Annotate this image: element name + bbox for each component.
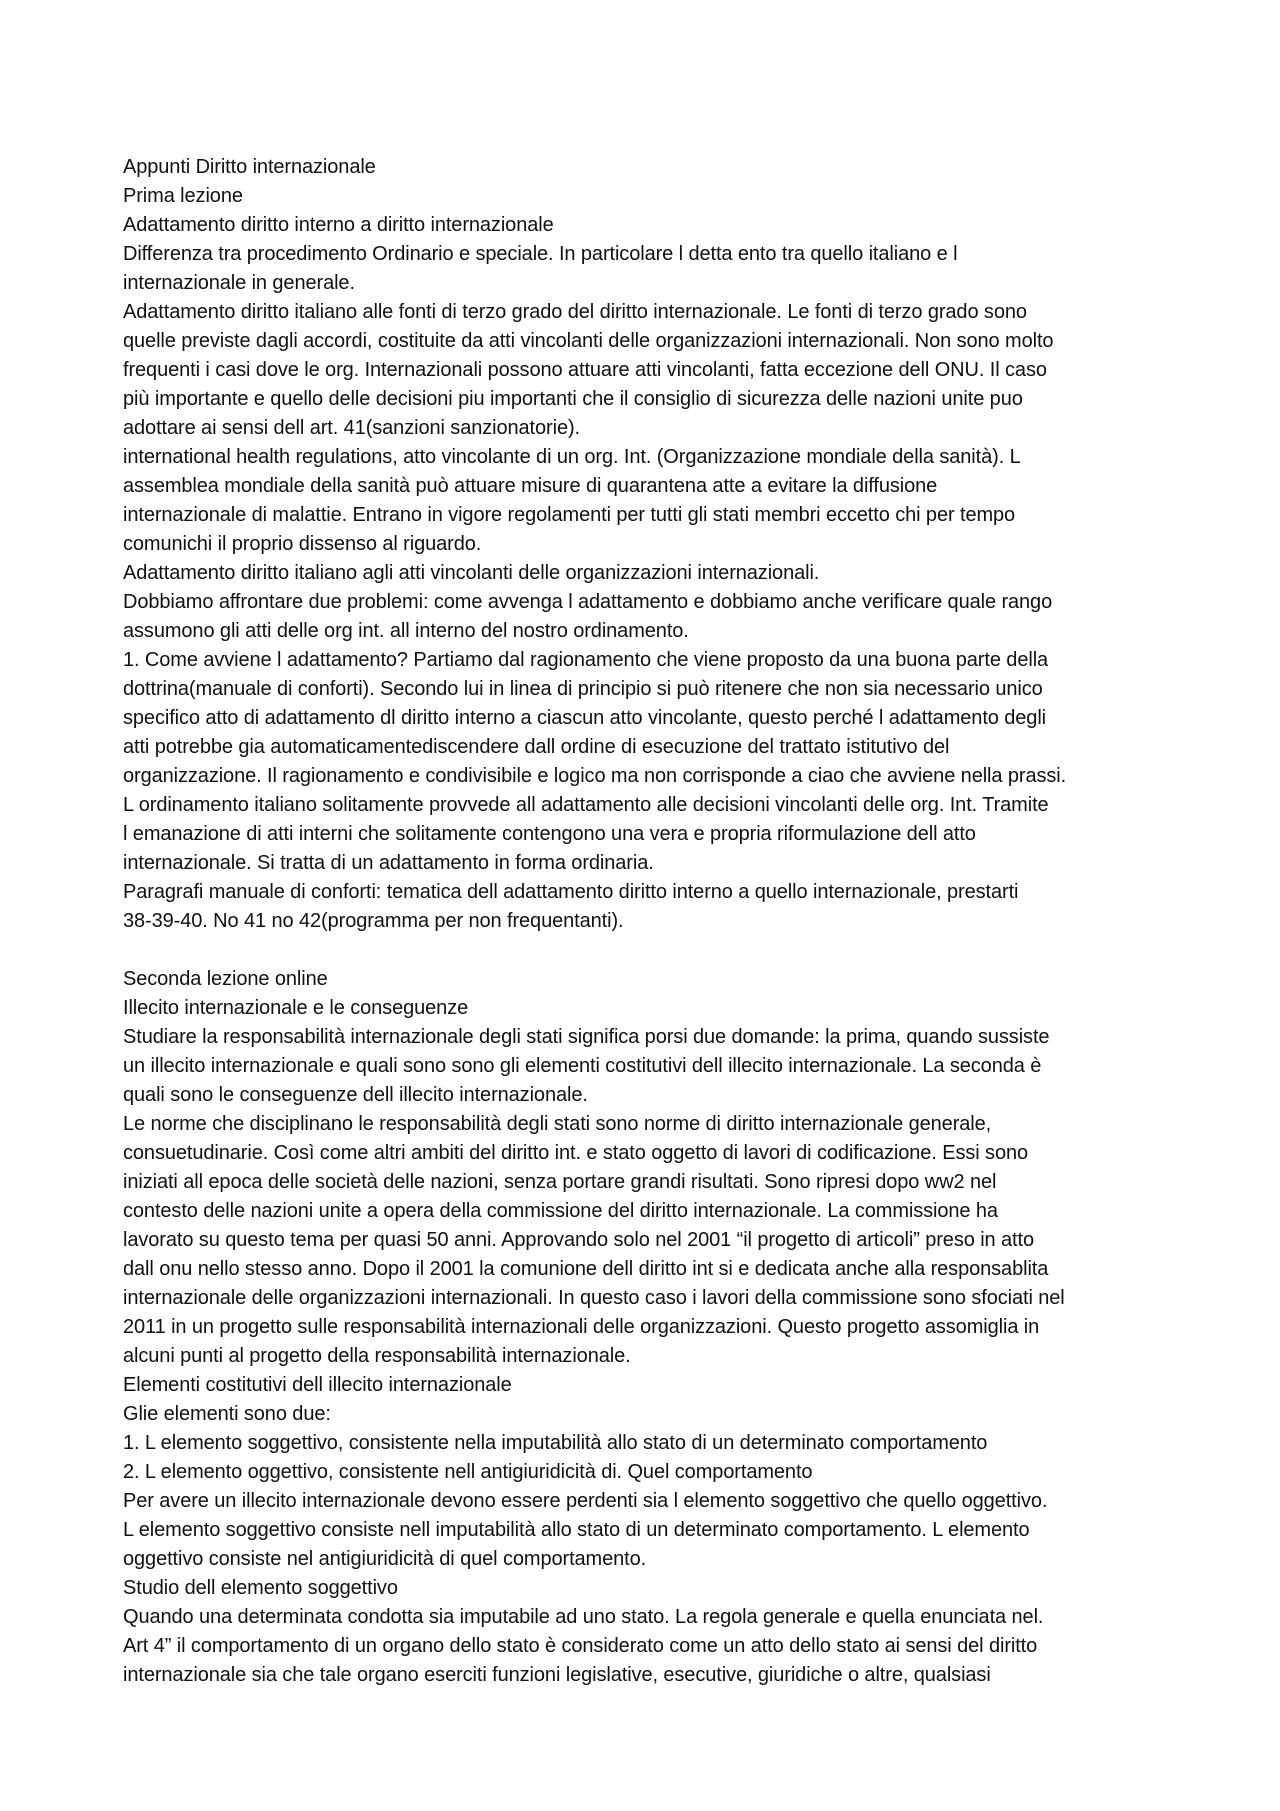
text-line: 38-39-40. No 41 no 42(programma per non frequentanti). [123, 910, 624, 932]
text-line: assumono gli atti delle org int. all interno del nostro ordinamento. [123, 620, 689, 642]
text-line: atti potrebbe gia automaticamentediscendere dall ordine di esecuzione del trattato istitutivo del [123, 736, 950, 758]
text-line: Prima lezione [123, 185, 243, 207]
text-line: Studiare la responsabilità internazionale degli stati significa porsi due domande: la prima, quando sussiste [123, 1026, 1050, 1048]
text-line: adottare ai sensi dell art. 41(sanzioni sanzionatorie). [123, 417, 580, 439]
document-page [123, 153, 1183, 1690]
text-line: internazionale delle organizzazioni internazionali. In questo caso i lavori della commissione sono sfociati nel [123, 1287, 1065, 1309]
text-line: Glie elementi sono due: [123, 1403, 331, 1425]
text-line: internazionale. Si tratta di un adattamento in forma ordinaria. [123, 852, 654, 874]
text-line: contesto delle nazioni unite a opera della commissione del diritto internazionale. La commissione ha [123, 1200, 998, 1222]
text-line: Studio dell elemento soggettivo [123, 1577, 398, 1599]
text-line: iniziati all epoca delle società delle nazioni, senza portare grandi risultati. Sono ripresi dopo ww2 nel [123, 1171, 997, 1193]
text-line: Le norme che disciplinano le responsabilità degli stati sono norme di diritto internazionale generale, [123, 1113, 992, 1135]
text-line: Art 4” il comportamento di un organo dello stato è considerato come un atto dello stato ai sensi del diritto [123, 1635, 1038, 1657]
text-line: Dobbiamo affrontare due problemi: come avvenga l adattamento e dobbiamo anche verificare quale rango [123, 591, 1053, 613]
text-line: internazionale sia che tale organo eserciti funzioni legislative, esecutive, giuridiche o altre, qualsiasi [123, 1664, 991, 1686]
text-line: international health regulations, atto vincolante di un org. Int. (Organizzazione mondiale della sanità). L [123, 446, 1021, 468]
text-line: alcuni punti al progetto della responsabilità internazionale. [123, 1345, 631, 1367]
text-line: Appunti Diritto internazionale [123, 156, 376, 178]
text-line: specifico atto di adattamento dl diritto interno a ciascun atto vincolante, questo perché l adattamento degli [123, 707, 1047, 729]
text-line: Seconda lezione online [123, 968, 328, 990]
text-line: consuetudinarie. Così come altri ambiti del diritto int. e stato oggetto di lavori di codificazione. Essi sono [123, 1142, 1029, 1164]
text-line: 1. L elemento soggettivo, consistente nella imputabilità allo stato di un determinato comportamento [123, 1432, 988, 1454]
text-line: L ordinamento italiano solitamente provvede all adattamento alle decisioni vincolanti delle org. Int. Tramite [123, 794, 1049, 816]
text-line: 2. L elemento oggettivo, consistente nell antigiuridicità di. Quel comportamento [123, 1461, 813, 1483]
text-line: quelle previste dagli accordi, costituite da atti vincolanti delle organizzazioni internazionali. Non sono molto [123, 330, 1054, 352]
text-line: più importante e quello delle decisioni piu importanti che il consiglio di sicurezza delle nazioni unite puo [123, 388, 1023, 410]
text-line: Quando una determinata condotta sia imputabile ad uno stato. La regola generale e quella enunciata nel. [123, 1606, 1044, 1628]
text-line: Paragrafi manuale di conforti: tematica dell adattamento diritto interno a quello internazionale, prestarti [123, 881, 1019, 903]
text-line: comunichi il proprio dissenso al riguardo. [123, 533, 482, 555]
text-line: Adattamento diritto italiano alle fonti di terzo grado del diritto internazionale. Le fonti di terzo grado sono [123, 301, 1027, 323]
paragraph-spacer [123, 936, 1183, 965]
text-line: Per avere un illecito internazionale devono essere perdenti sia l elemento soggettivo che quello oggettivo. [123, 1490, 1048, 1512]
section-prima-lezione [123, 153, 1183, 936]
text-line: frequenti i casi dove le org. Internazionali possono attuare atti vincolanti, fatta eccezione dell ONU. Il caso [123, 359, 1047, 381]
text-line: 2011 in un progetto sulle responsabilità internazionali delle organizzazioni. Questo progetto assomiglia in [123, 1316, 1040, 1338]
text-line: Adattamento diritto italiano agli atti vincolanti delle organizzazioni internazionali. [123, 562, 820, 584]
text-line: quali sono le conseguenze dell illecito internazionale. [123, 1084, 588, 1106]
section-seconda-lezione [123, 965, 1183, 1690]
text-line: Adattamento diritto interno a diritto internazionale [123, 214, 554, 236]
text-line: Differenza tra procedimento Ordinario e speciale. In particolare l detta ento tra quello italiano e l [123, 243, 958, 265]
text-line: Elementi costitutivi dell illecito internazionale [123, 1374, 512, 1396]
text-line: 1. Come avviene l adattamento? Partiamo dal ragionamento che viene proposto da una buona parte della [123, 649, 1049, 671]
text-line: dall onu nello stesso anno. Dopo il 2001 la comunione dell diritto int si e dedicata anche alla responsablita [123, 1258, 1049, 1280]
text-line: internazionale di malattie. Entrano in vigore regolamenti per tutti gli stati membri eccetto chi per tempo [123, 504, 1016, 526]
text-line: dottrina(manuale di conforti). Secondo lui in linea di principio si può ritenere che non sia necessario unico [123, 678, 1043, 700]
text-line: organizzazione. Il ragionamento e condivisibile e logico ma non corrisponde a ciao che avviene nella prassi. [123, 765, 1067, 787]
text-line: lavorato su questo tema per quasi 50 anni. Approvando solo nel 2001 “il progetto di articoli” preso in atto [123, 1229, 1034, 1251]
text-line: Illecito internazionale e le conseguenze [123, 997, 469, 1019]
text-line: oggettivo consiste nel antigiuridicità di quel comportamento. [123, 1548, 647, 1570]
text-line: un illecito internazionale e quali sono sono gli elementi costitutivi dell illecito internazionale. La seconda è [123, 1055, 1042, 1077]
text-line: internazionale in generale. [123, 272, 355, 294]
text-line: assemblea mondiale della sanità può attuare misure di quarantena atte a evitare la diffusione [123, 475, 938, 497]
text-line: l emanazione di atti interni che solitamente contengono una vera e propria riformulazione dell atto [123, 823, 976, 845]
text-line: L elemento soggettivo consiste nell imputabilità allo stato di un determinato comportamento. L elemento [123, 1519, 1030, 1541]
